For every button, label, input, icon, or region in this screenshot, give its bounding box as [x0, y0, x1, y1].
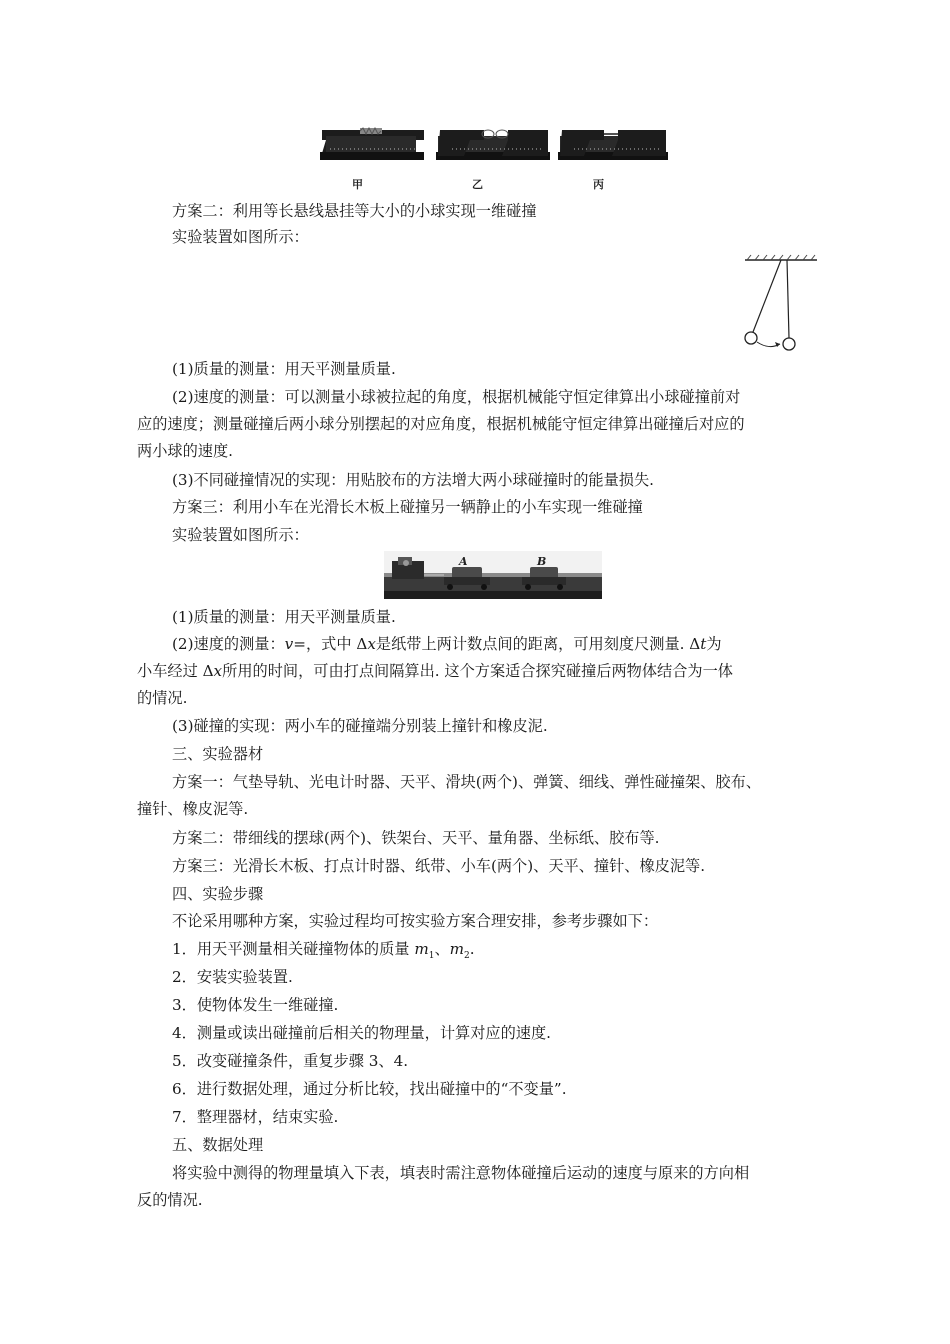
section3-scheme1-line2: 撞针、橡皮泥等.: [137, 800, 249, 818]
step-2: 2．安装实验装置.: [172, 968, 293, 986]
mass-subscript-2: 2: [464, 951, 470, 962]
figure-label-bing: 丙: [593, 178, 604, 191]
cart-figure: [384, 551, 602, 599]
scheme3-speed-text-c: 是纸带上两计数点间的距离，可用刻度尺测量. Δ: [375, 635, 701, 653]
scheme2-speed-line3: 两小球的速度.: [137, 442, 233, 460]
step-5: 5．改变碰撞条件，重复步骤 3、4.: [172, 1052, 409, 1070]
scheme2-title: 方案二：利用等长悬线悬挂等大小的小球实现一维碰撞: [172, 202, 537, 220]
scheme3-title: 方案三：利用小车在光滑长木板上碰撞另一辆静止的小车实现一维碰撞: [172, 498, 643, 516]
scheme3-speed-text-b: =，式中 Δ: [293, 635, 368, 653]
step-7: 7．整理器材，结束实验.: [172, 1108, 339, 1126]
pendulum-figure: [735, 252, 825, 354]
scheme3-collision: (3)碰撞的实现：两小车的碰撞端分别装上撞针和橡皮泥.: [172, 717, 548, 735]
scheme3-speed-text-a: (2)速度的测量：: [172, 635, 285, 653]
scheme2-mass: (1)质量的测量：用天平测量质量.: [172, 360, 396, 378]
section4-heading: 四、实验步骤: [172, 885, 264, 903]
section3-scheme1-line1: 方案一：气垫导轨、光电计时器、天平、滑块(两个)、弹簧、细线、弹性碰撞架、胶布、: [172, 773, 761, 791]
air-track-jia: [320, 128, 424, 160]
cart-label-a: A: [459, 555, 468, 568]
step-3: 3．使物体发生一维碰撞.: [172, 996, 339, 1014]
scheme3-speed-line3: 的情况.: [137, 689, 188, 707]
step-1-end: .: [469, 940, 475, 958]
figure-label-yi: 乙: [472, 178, 483, 191]
mass-symbol-1: m: [414, 940, 429, 958]
delta-x-symbol-2: x: [213, 662, 223, 680]
scheme2-speed-line1: (2)速度的测量：可以测量小球被拉起的角度，根据机械能守恒定律算出小球碰撞前对: [172, 388, 741, 406]
mass-subscript-1: 1: [428, 951, 435, 962]
delta-t-symbol: t: [700, 635, 707, 653]
step-6: 6．进行数据处理，通过分析比较，找出碰撞中的“不变量”.: [172, 1080, 567, 1098]
scheme3-speed-line2: [137, 658, 827, 684]
air-track-yi: [436, 130, 550, 160]
section3-heading: 三、实验器材: [172, 745, 264, 763]
mass-symbol-2: m: [449, 940, 465, 958]
scheme3-setup: 实验装置如图所示：: [172, 526, 309, 544]
section5-paragraph-line2: 反的情况.: [137, 1191, 203, 1209]
scheme3-speed-text-d: 为: [706, 635, 722, 653]
scheme3-speed-line1: [172, 631, 827, 657]
scheme2-speed-line2: 应的速度；测量碰撞后两小球分别摆起的对应角度，根据机械能守恒定律算出碰撞后对应的: [137, 415, 745, 433]
step-1-text: 1．用天平测量相关碰撞物体的质量: [172, 940, 415, 958]
scheme3-speed-line2-a: 小车经过 Δ: [137, 662, 214, 680]
section5-paragraph-line1: 将实验中测得的物理量填入下表，填表时需注意物体碰撞后运动的速度与原来的方向相: [172, 1164, 750, 1182]
scheme3-mass: (1)质量的测量：用天平测量质量.: [172, 608, 396, 626]
velocity-symbol: v: [284, 635, 294, 653]
section4-intro: 不论采用哪种方案，实验过程均可按实验方案合理安排，参考步骤如下：: [172, 912, 658, 930]
section5-heading: 五、数据处理: [172, 1136, 264, 1154]
air-track-bing: [558, 130, 668, 160]
step-4: 4．测量或读出碰撞前后相关的物理量，计算对应的速度.: [172, 1024, 551, 1042]
cart-label-b: B: [537, 555, 547, 568]
step-1-separator: 、: [434, 940, 450, 958]
scheme3-speed-line2-b: 所用的时间，可由打点间隔算出. 这个方案适合探究碰撞后两物体结合为一体: [222, 662, 733, 680]
scheme2-collision: (3)不同碰撞情况的实现：用贴胶布的方法增大两小球碰撞时的能量损失.: [172, 471, 654, 489]
delta-x-symbol: x: [367, 635, 376, 653]
scheme2-setup: 实验装置如图所示：: [172, 228, 309, 246]
figure-label-jia: 甲: [352, 178, 363, 191]
section3-scheme3: 方案三：光滑长木板、打点计时器、纸带、小车(两个)、天平、撞针、橡皮泥等.: [172, 857, 706, 875]
section3-scheme2: 方案二：带细线的摆球(两个)、铁架台、天平、量角器、坐标纸、胶布等.: [172, 829, 660, 847]
air-track-figure: [312, 122, 672, 192]
